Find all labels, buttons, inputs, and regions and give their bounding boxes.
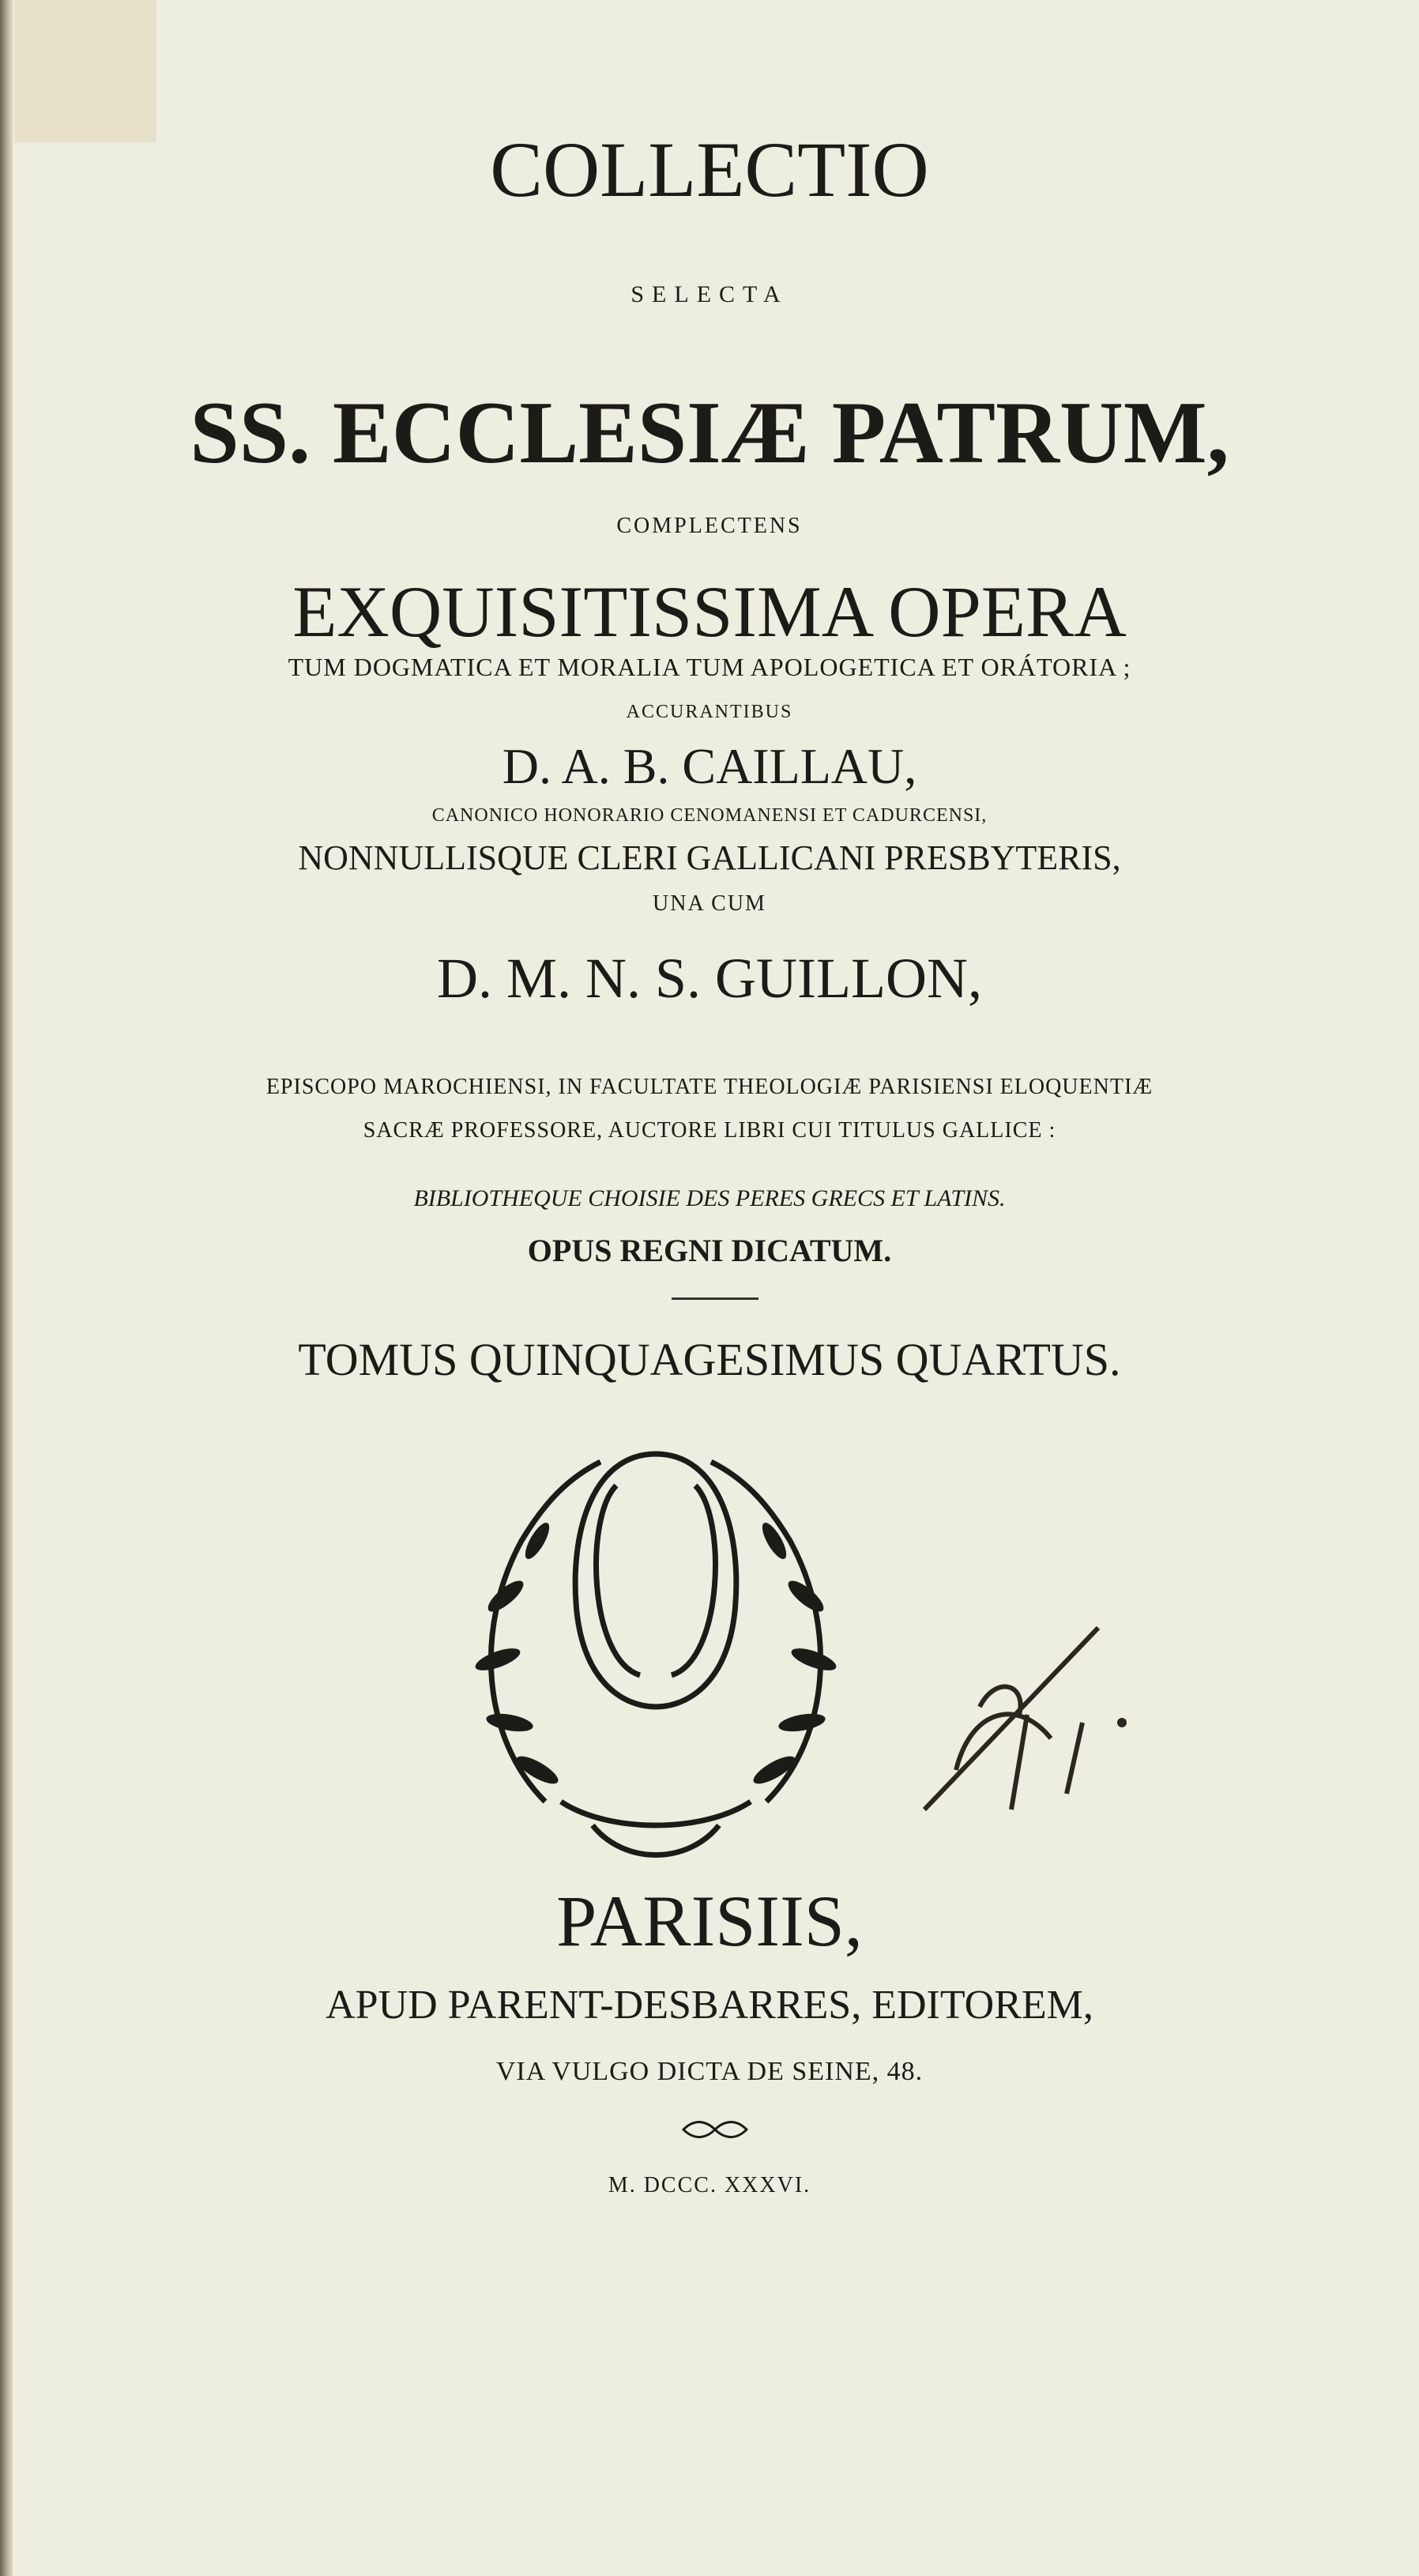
publication-year: M. DCCC. XXXVI. (608, 2173, 811, 2198)
title-collectio: COLLECTIO (490, 126, 929, 213)
selecta-label: SELECTA (630, 281, 789, 307)
book-binding-edge (0, 0, 13, 2576)
dedication: OPUS REGNI DICATUM. (527, 1233, 892, 1268)
complectens-label: COMPLECTENS (616, 514, 803, 538)
editor1-title: CANONICO HONORARIO CENOMANENSI ET CADURCENSI, (431, 805, 988, 826)
printers-ornament-icon (679, 2118, 751, 2141)
place: PARISIIS, (556, 1881, 863, 1961)
main-title: SS. ECCLESIÆ PATRUM, (190, 384, 1229, 482)
volume-number: TOMUS QUINQUAGESIMUS QUARTUS. (298, 1334, 1121, 1385)
description: TUM DOGMATICA ET MORALIA TUM APOLOGETICA ET ORÁTORIA ; (288, 653, 1131, 681)
paper-discoloration (14, 0, 156, 142)
address: VIA VULGO DICTA DE SEINE, 48. (495, 2057, 924, 2086)
wreath-monogram-icon (450, 1422, 861, 1873)
accurantibus-label: ACCURANTIBUS (626, 702, 793, 722)
divider-rule (672, 1297, 758, 1300)
publisher: APUD PARENT-DESBARRES, EDITOREM, (326, 1983, 1093, 2028)
editor1-others: NONNULLISQUE CLERI GALLICANI PRESBYTERIS, (298, 838, 1121, 877)
editor1-name: D. A. B. CAILLAU, (502, 738, 917, 794)
una-cum-label: UNA CUM (653, 891, 766, 916)
editor2-title-line1: EPISCOPO MAROCHIENSI, IN FACULTATE THEOLOGIÆ PARISIENSI ELOQUENTIÆ (265, 1075, 1154, 1099)
library-stamp-icon (893, 1612, 1138, 1825)
french-title: BIBLIOTHEQUE CHOISIE DES PERES GRECS ET LATINS. (413, 1185, 1006, 1211)
editor2-title-line2: SACRÆ PROFESSORE, AUCTORE LIBRI CUI TITULUS GALLICE : (363, 1118, 1056, 1143)
editor2-name: D. M. N. S. GUILLON, (437, 947, 982, 1010)
subtitle: EXQUISITISSIMA OPERA (292, 571, 1127, 652)
